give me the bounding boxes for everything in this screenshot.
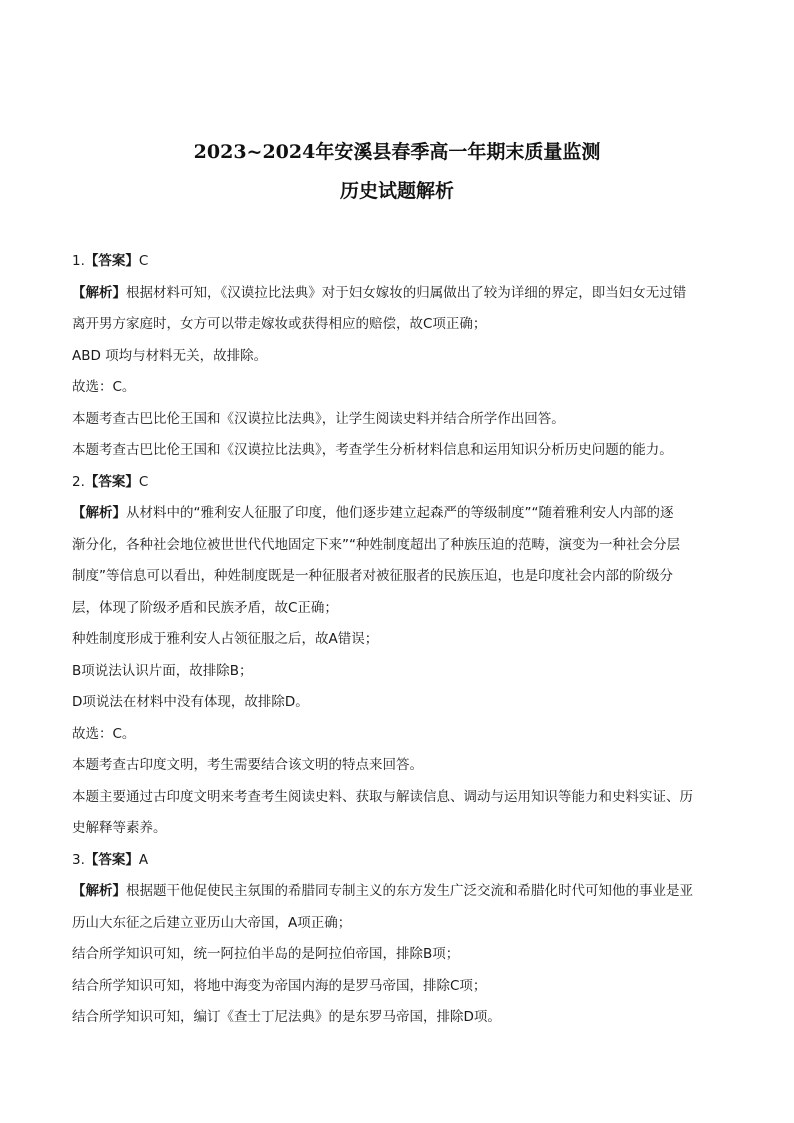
q2-analysis-text: 从材料中的“雅利安人征服了印度，他们逐步建立起森严的等级制度”“随着雅利安人内部的逐 bbox=[126, 505, 674, 521]
q2-answer-line bbox=[72, 467, 722, 499]
q3-analysis-text: 根据题干他促使民主氛围的希腊同专制主义的东方发生广泛交流和希腊化时代可知他的事业是亚 bbox=[126, 883, 693, 899]
q2-answer-tag: 【答案】 bbox=[84, 473, 139, 490]
q3-extra-line: 结合所学知识可知，编订《查士丁尼法典》的是东罗马帝国，排除D项。 bbox=[72, 1009, 501, 1025]
q1-analysis-line bbox=[72, 278, 722, 310]
q1-extra-line: 故选：C。 bbox=[72, 379, 136, 395]
q3-number: 3. bbox=[72, 851, 85, 868]
q1-answer-line bbox=[72, 246, 722, 278]
q2-extra-line: 史解释等素养。 bbox=[72, 820, 167, 836]
q3-answer-value: A bbox=[138, 851, 149, 868]
q2-extra-line: 本题考查古印度文明，考生需要结合该文明的特点来回答。 bbox=[72, 757, 423, 773]
q2-extra-line: 种姓制度形成于雅利安人占领征服之后，故A错误； bbox=[72, 631, 379, 647]
q2-extra-line: 故选：C。 bbox=[72, 725, 136, 742]
q1-extra-line: ABD 项均与材料无关，故排除。 bbox=[72, 347, 268, 364]
q3-analysis-continued: 历山大东征之后建立亚历山大帝国，A项正确； bbox=[72, 914, 352, 931]
q3-extra-line: 结合所学知识可知，将地中海变为帝国内海的是罗马帝国，排除C项； bbox=[72, 977, 487, 994]
q3-answer-line bbox=[72, 845, 722, 877]
q3-analysis-line bbox=[72, 876, 722, 908]
q2-extra-line: 本题主要通过古印度文明来考查考生阅读史料、获取与解读信息、调动与运用知识等能力和史料实证、历 bbox=[72, 788, 693, 805]
q2-analysis-line bbox=[72, 498, 722, 530]
q3-extra-line: 结合所学知识可知，统一阿拉伯半岛的是阿拉伯帝国，排除B项； bbox=[72, 946, 460, 962]
q1-extra-line: 本题考查古巴比伦王国和《汉谟拉比法典》，考查学生分析材料信息和运用知识分析历史问题的能力。 bbox=[72, 442, 673, 458]
q2-extra-line: B项说法认识片面，故排除B； bbox=[72, 662, 253, 679]
q1-analysis-tag: 【解析】 bbox=[72, 284, 126, 301]
q2-answer-value: C bbox=[138, 473, 149, 490]
answer-content bbox=[72, 246, 722, 1034]
q3-answer-tag: 【答案】 bbox=[84, 851, 139, 868]
q1-answer-tag: 【答案】 bbox=[84, 253, 139, 269]
document-subtitle: 历史试题解析 bbox=[339, 180, 454, 202]
q2-analysis-continued: 渐分化，各种社会地位被世世代代地固定下来”“种姓制度超出了种族压迫的范畴，演变为一种社会分层 bbox=[72, 536, 680, 553]
q1-answer-value: C bbox=[138, 253, 149, 269]
q2-extra-line: D项说法在材料中没有体现，故排除D。 bbox=[72, 694, 309, 710]
q2-analysis-tag: 【解析】 bbox=[72, 505, 126, 521]
q1-analysis-continued: 离开男方家庭时，女方可以带走嫁妆或获得相应的赔偿，故C项正确； bbox=[72, 316, 487, 332]
q1-analysis-text: 根据材料可知，《汉谟拉比法典》对于妇女嫁妆的归属做出了较为详细的界定，即当妇女无过错 bbox=[126, 284, 687, 301]
document-title: 2023~2024年安溪县春季高一年期末质量监测 bbox=[193, 141, 601, 163]
q2-analysis-continued: 制度”等信息可以看出，种姓制度既是一种征服者对被征服者的民族压迫，也是印度社会内部的阶级分 bbox=[72, 568, 673, 584]
q3-analysis-tag: 【解析】 bbox=[72, 883, 126, 899]
q1-extra-line: 本题考查古巴比伦王国和《汉谟拉比法典》，让学生阅读史料并结合所学作出回答。 bbox=[72, 410, 565, 427]
q2-number: 2. bbox=[72, 473, 85, 490]
q1-number: 1. bbox=[72, 253, 85, 269]
q2-analysis-continued: 层，体现了阶级矛盾和民族矛盾，故C正确； bbox=[72, 599, 338, 616]
